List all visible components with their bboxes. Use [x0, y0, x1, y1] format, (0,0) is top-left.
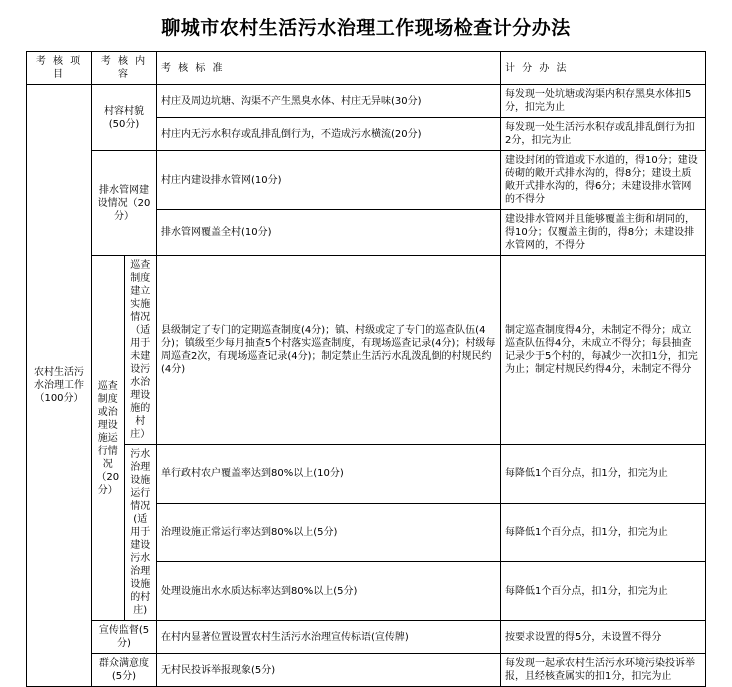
table-row: [27, 256, 706, 445]
table-body: [27, 85, 706, 687]
cell-scoring: 每发现一处生活污水积存或乱排乱倒行为扣2分，扣完为止: [501, 118, 706, 151]
cell-scoring: 按要求设置的得5分，未设置不得分: [501, 621, 706, 654]
cell-subcategory: 群众满意度(5分): [92, 654, 157, 687]
cell-subcategory: 排水管网建设情况（20分）: [92, 151, 157, 256]
table-row: [27, 654, 706, 687]
cell-criteria: 单行政村农户覆盖率达到80%以上(10分): [157, 445, 501, 504]
table-row: [27, 151, 706, 210]
cell-subcategory-detail: 污水治理设施运行情况(适用于建设污水治理设施的村庄): [124, 445, 157, 621]
cell-subcategory: 宣传监督(5分): [92, 621, 157, 654]
cell-criteria: 村庄内建设排水管网(10分): [157, 151, 501, 210]
cell-scoring: 每降低1个百分点，扣1分，扣完为止: [501, 503, 706, 562]
cell-criteria: 在村内显著位置设置农村生活污水治理宣传标语(宣传牌): [157, 621, 501, 654]
cell-subcategory: 村容村貌(50分): [92, 85, 157, 151]
cell-criteria: 村庄及周边坑塘、沟渠不产生黑臭水体、村庄无异味(30分): [157, 85, 501, 118]
cell-criteria: 县级制定了专门的定期巡查制度(4分)；镇、村级或定了专门的巡查队伍(4分)；镇级至少每月抽查5个村落实巡查制度，有现场巡查记录(4分)；村级每周巡查2次，有现场巡查记录(4分)；制定禁止生活污水乱泼乱倒的村规民约(4分): [157, 256, 501, 445]
cell-scoring: 每降低1个百分点，扣1分，扣完为止: [501, 445, 706, 504]
column-header-criteria: 考 核 标 准: [157, 52, 501, 85]
cell-scoring: 建设封闭的管道或下水道的，得10分；建设砖砌的敞开式排水沟的，得8分；建设土质敞开式排水沟的，得6分；未建设排水管网的不得分: [501, 151, 706, 210]
cell-subcategory-detail: 巡查制度建立实施情况（适用于未建设污水治理设施的村庄）: [124, 256, 157, 445]
document-page: [0, 13, 732, 682]
page-title: 聊城市农村生活污水治理工作现场检查计分办法: [161, 17, 571, 39]
cell-scoring: 每发现一处坑塘或沟渠内积存黑臭水体扣5分，扣完为止: [501, 85, 706, 118]
table-row: [27, 445, 706, 504]
score-table: [26, 51, 706, 687]
cell-criteria: 排水管网覆盖全村(10分): [157, 210, 501, 256]
column-header-category: 考 核 项 目: [27, 52, 92, 85]
cell-criteria: 无村民投诉举报现象(5分): [157, 654, 501, 687]
cell-scoring: 制定巡查制度得4分，未制定不得分；成立巡查队伍得4分，未成立不得分；每县抽查记录少于5个村的，每减少一次扣1分，扣完为止；制定村规民约得4分，未制定不得分: [501, 256, 706, 445]
table-header-row: [27, 52, 706, 85]
cell-category: 农村生活污水治理工作（100分）: [27, 85, 92, 687]
cell-criteria: 村庄内无污水积存或乱排乱倒行为，不造成污水横流(20分): [157, 118, 501, 151]
column-header-content: 考 核 内 容: [92, 52, 157, 85]
cell-criteria: 治理设施正常运行率达到80%以上(5分): [157, 503, 501, 562]
cell-scoring: 每发现一起承农村生活污水环境污染投诉举报，且经核查属实的扣1分，扣完为止: [501, 654, 706, 687]
table-header: [27, 52, 706, 85]
table-row: [27, 621, 706, 654]
column-header-scoring: 计 分 办 法: [501, 52, 706, 85]
cell-criteria: 处理设施出水水质达标率达到80%以上(5分): [157, 562, 501, 621]
cell-scoring: 建设排水管网并且能够覆盖主街和胡同的，得10分；仅覆盖主街的，得8分；未建设排水管网的，不得分: [501, 210, 706, 256]
cell-subcategory: 巡查制度或治理设施运行情况（20分）: [92, 256, 125, 621]
cell-scoring: 每降低1个百分点，扣1分，扣完为止: [501, 562, 706, 621]
table-row: [27, 85, 706, 118]
